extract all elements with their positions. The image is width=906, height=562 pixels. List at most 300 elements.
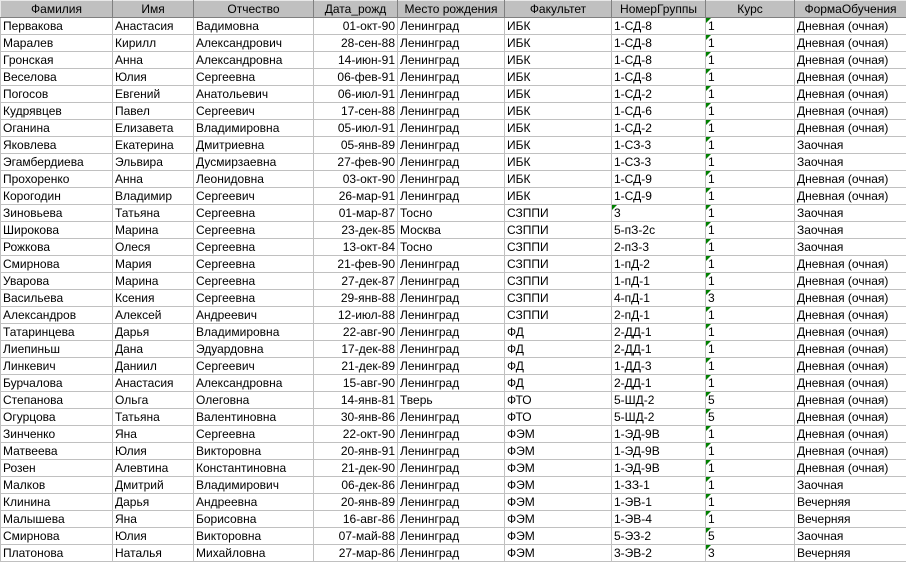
cell-imya[interactable]: Екатерина: [113, 137, 194, 154]
cell-kurs[interactable]: 1: [706, 511, 795, 528]
cell-otchestvo[interactable]: Константиновна: [194, 460, 314, 477]
cell-imya[interactable]: Ольга: [113, 392, 194, 409]
cell-fakultet[interactable]: ФД: [505, 375, 612, 392]
cell-otchestvo[interactable]: Андреевна: [194, 494, 314, 511]
cell-fakultet[interactable]: ФЭМ: [505, 426, 612, 443]
cell-fakultet[interactable]: СЗППИ: [505, 222, 612, 239]
cell-forma-obucheniya[interactable]: Заочная: [795, 154, 906, 171]
cell-familiya[interactable]: Смирнова: [1, 256, 113, 273]
cell-familiya[interactable]: Эгамбердиева: [1, 154, 113, 171]
cell-nomer-gruppy[interactable]: 2-ДД-1: [612, 341, 706, 358]
cell-mesto-rozhdeniya[interactable]: Ленинград: [398, 375, 505, 392]
cell-imya[interactable]: Анна: [113, 171, 194, 188]
cell-forma-obucheniya[interactable]: Дневная (очная): [795, 324, 906, 341]
cell-imya[interactable]: Юлия: [113, 528, 194, 545]
cell-mesto-rozhdeniya[interactable]: Ленинград: [398, 171, 505, 188]
cell-otchestvo[interactable]: Александрович: [194, 35, 314, 52]
cell-mesto-rozhdeniya[interactable]: Ленинград: [398, 52, 505, 69]
cell-imya[interactable]: Даниил: [113, 358, 194, 375]
cell-data-rozhd[interactable]: 21-дек-89: [314, 358, 398, 375]
cell-data-rozhd[interactable]: 26-мар-91: [314, 188, 398, 205]
cell-familiya[interactable]: Степанова: [1, 392, 113, 409]
cell-nomer-gruppy[interactable]: 5-ЭЗ-2: [612, 528, 706, 545]
cell-mesto-rozhdeniya[interactable]: Ленинград: [398, 137, 505, 154]
cell-forma-obucheniya[interactable]: Дневная (очная): [795, 409, 906, 426]
cell-imya[interactable]: Кирилл: [113, 35, 194, 52]
cell-fakultet[interactable]: ФЭМ: [505, 477, 612, 494]
cell-mesto-rozhdeniya[interactable]: Ленинград: [398, 460, 505, 477]
cell-otchestvo[interactable]: Сергеевна: [194, 290, 314, 307]
cell-fakultet[interactable]: ФД: [505, 358, 612, 375]
cell-nomer-gruppy[interactable]: 1-СД-2: [612, 86, 706, 103]
header-kurs[interactable]: Курс: [706, 1, 795, 18]
cell-imya[interactable]: Дана: [113, 341, 194, 358]
cell-imya[interactable]: Марина: [113, 273, 194, 290]
header-fakultet[interactable]: Факультет: [505, 1, 612, 18]
cell-nomer-gruppy[interactable]: 1-СД-9: [612, 188, 706, 205]
cell-otchestvo[interactable]: Эдуардовна: [194, 341, 314, 358]
cell-familiya[interactable]: Васильева: [1, 290, 113, 307]
cell-mesto-rozhdeniya[interactable]: Ленинград: [398, 511, 505, 528]
cell-data-rozhd[interactable]: 03-окт-90: [314, 171, 398, 188]
cell-data-rozhd[interactable]: 27-мар-86: [314, 545, 398, 562]
cell-mesto-rozhdeniya[interactable]: Ленинград: [398, 86, 505, 103]
cell-otchestvo[interactable]: Сергеевна: [194, 222, 314, 239]
cell-familiya[interactable]: Корогодин: [1, 188, 113, 205]
cell-otchestvo[interactable]: Сергеевна: [194, 256, 314, 273]
cell-data-rozhd[interactable]: 01-мар-87: [314, 205, 398, 222]
cell-fakultet[interactable]: ФЭМ: [505, 494, 612, 511]
cell-fakultet[interactable]: ИБК: [505, 120, 612, 137]
cell-familiya[interactable]: Широкова: [1, 222, 113, 239]
cell-nomer-gruppy[interactable]: 1-ЭВ-4: [612, 511, 706, 528]
cell-nomer-gruppy[interactable]: 5-пЗ-2с: [612, 222, 706, 239]
cell-forma-obucheniya[interactable]: Вечерняя: [795, 545, 906, 562]
cell-fakultet[interactable]: ИБК: [505, 35, 612, 52]
cell-familiya[interactable]: Огурцова: [1, 409, 113, 426]
cell-nomer-gruppy[interactable]: 1-СД-8: [612, 69, 706, 86]
cell-nomer-gruppy[interactable]: 1-СД-8: [612, 52, 706, 69]
cell-data-rozhd[interactable]: 29-янв-88: [314, 290, 398, 307]
cell-data-rozhd[interactable]: 15-авг-90: [314, 375, 398, 392]
cell-data-rozhd[interactable]: 28-сен-88: [314, 35, 398, 52]
cell-kurs[interactable]: 1: [706, 375, 795, 392]
cell-imya[interactable]: Ксения: [113, 290, 194, 307]
cell-mesto-rozhdeniya[interactable]: Ленинград: [398, 18, 505, 35]
cell-imya[interactable]: Владимир: [113, 188, 194, 205]
cell-fakultet[interactable]: СЗППИ: [505, 273, 612, 290]
cell-imya[interactable]: Марина: [113, 222, 194, 239]
cell-familiya[interactable]: Розен: [1, 460, 113, 477]
cell-data-rozhd[interactable]: 01-окт-90: [314, 18, 398, 35]
cell-imya[interactable]: Анастасия: [113, 18, 194, 35]
cell-kurs[interactable]: 5: [706, 528, 795, 545]
cell-imya[interactable]: Алексей: [113, 307, 194, 324]
cell-mesto-rozhdeniya[interactable]: Ленинград: [398, 494, 505, 511]
cell-forma-obucheniya[interactable]: Дневная (очная): [795, 86, 906, 103]
cell-nomer-gruppy[interactable]: 5-ШД-2: [612, 409, 706, 426]
cell-otchestvo[interactable]: Александровна: [194, 52, 314, 69]
cell-kurs[interactable]: 1: [706, 52, 795, 69]
cell-familiya[interactable]: Уварова: [1, 273, 113, 290]
cell-familiya[interactable]: Оганина: [1, 120, 113, 137]
cell-nomer-gruppy[interactable]: 2-ДД-1: [612, 375, 706, 392]
cell-forma-obucheniya[interactable]: Дневная (очная): [795, 35, 906, 52]
cell-kurs[interactable]: 3: [706, 290, 795, 307]
cell-otchestvo[interactable]: Дмитриевна: [194, 137, 314, 154]
cell-fakultet[interactable]: ФТО: [505, 409, 612, 426]
cell-kurs[interactable]: 1: [706, 188, 795, 205]
cell-data-rozhd[interactable]: 06-дек-86: [314, 477, 398, 494]
cell-mesto-rozhdeniya[interactable]: Ленинград: [398, 358, 505, 375]
cell-familiya[interactable]: Гронская: [1, 52, 113, 69]
cell-mesto-rozhdeniya[interactable]: Ленинград: [398, 409, 505, 426]
cell-imya[interactable]: Евгений: [113, 86, 194, 103]
cell-data-rozhd[interactable]: 27-дек-87: [314, 273, 398, 290]
cell-mesto-rozhdeniya[interactable]: Ленинград: [398, 103, 505, 120]
cell-kurs[interactable]: 1: [706, 307, 795, 324]
cell-data-rozhd[interactable]: 22-окт-90: [314, 426, 398, 443]
cell-data-rozhd[interactable]: 21-дек-90: [314, 460, 398, 477]
cell-forma-obucheniya[interactable]: Дневная (очная): [795, 171, 906, 188]
cell-otchestvo[interactable]: Владимирович: [194, 477, 314, 494]
cell-fakultet[interactable]: ФТО: [505, 392, 612, 409]
cell-mesto-rozhdeniya[interactable]: Ленинград: [398, 154, 505, 171]
cell-imya[interactable]: Анастасия: [113, 375, 194, 392]
cell-familiya[interactable]: Александров: [1, 307, 113, 324]
cell-familiya[interactable]: Платонова: [1, 545, 113, 562]
cell-kurs[interactable]: 1: [706, 120, 795, 137]
cell-imya[interactable]: Дмитрий: [113, 477, 194, 494]
cell-fakultet[interactable]: ИБК: [505, 103, 612, 120]
cell-kurs[interactable]: 1: [706, 222, 795, 239]
cell-imya[interactable]: Дарья: [113, 494, 194, 511]
cell-mesto-rozhdeniya[interactable]: Тосно: [398, 239, 505, 256]
cell-mesto-rozhdeniya[interactable]: Ленинград: [398, 188, 505, 205]
cell-kurs[interactable]: 1: [706, 86, 795, 103]
cell-imya[interactable]: Яна: [113, 426, 194, 443]
header-forma-obucheniya[interactable]: ФормаОбучения: [795, 1, 906, 18]
cell-data-rozhd[interactable]: 27-фев-90: [314, 154, 398, 171]
cell-nomer-gruppy[interactable]: 1-СЗ-3: [612, 137, 706, 154]
cell-otchestvo[interactable]: Вадимовна: [194, 18, 314, 35]
cell-mesto-rozhdeniya[interactable]: Ленинград: [398, 324, 505, 341]
cell-mesto-rozhdeniya[interactable]: Тосно: [398, 205, 505, 222]
cell-data-rozhd[interactable]: 14-июн-91: [314, 52, 398, 69]
cell-imya[interactable]: Татьяна: [113, 409, 194, 426]
cell-imya[interactable]: Олеся: [113, 239, 194, 256]
cell-nomer-gruppy[interactable]: 1-ЭД-9В: [612, 443, 706, 460]
cell-data-rozhd[interactable]: 22-авг-90: [314, 324, 398, 341]
cell-forma-obucheniya[interactable]: Дневная (очная): [795, 103, 906, 120]
cell-nomer-gruppy[interactable]: 2-пД-1: [612, 307, 706, 324]
cell-fakultet[interactable]: ИБК: [505, 52, 612, 69]
cell-fakultet[interactable]: ФЭМ: [505, 460, 612, 477]
cell-forma-obucheniya[interactable]: Заочная: [795, 205, 906, 222]
header-imya[interactable]: Имя: [113, 1, 194, 18]
cell-forma-obucheniya[interactable]: Дневная (очная): [795, 426, 906, 443]
cell-forma-obucheniya[interactable]: Заочная: [795, 222, 906, 239]
cell-fakultet[interactable]: ФЭМ: [505, 511, 612, 528]
cell-imya[interactable]: Яна: [113, 511, 194, 528]
cell-data-rozhd[interactable]: 21-фев-90: [314, 256, 398, 273]
cell-imya[interactable]: Эльвира: [113, 154, 194, 171]
cell-nomer-gruppy[interactable]: 1-СД-8: [612, 18, 706, 35]
cell-kurs[interactable]: 1: [706, 477, 795, 494]
cell-nomer-gruppy[interactable]: 1-ЗЗ-1: [612, 477, 706, 494]
cell-forma-obucheniya[interactable]: Дневная (очная): [795, 256, 906, 273]
cell-mesto-rozhdeniya[interactable]: Ленинград: [398, 256, 505, 273]
cell-familiya[interactable]: Бурчалова: [1, 375, 113, 392]
cell-familiya[interactable]: Малков: [1, 477, 113, 494]
cell-imya[interactable]: Мария: [113, 256, 194, 273]
cell-nomer-gruppy[interactable]: 3: [612, 205, 706, 222]
cell-fakultet[interactable]: ИБК: [505, 18, 612, 35]
cell-kurs[interactable]: 1: [706, 18, 795, 35]
cell-fakultet[interactable]: ФД: [505, 324, 612, 341]
cell-imya[interactable]: Татьяна: [113, 205, 194, 222]
cell-fakultet[interactable]: ФД: [505, 341, 612, 358]
cell-forma-obucheniya[interactable]: Дневная (очная): [795, 375, 906, 392]
cell-forma-obucheniya[interactable]: Дневная (очная): [795, 273, 906, 290]
cell-kurs[interactable]: 5: [706, 392, 795, 409]
cell-nomer-gruppy[interactable]: 1-СД-2: [612, 120, 706, 137]
cell-otchestvo[interactable]: Владимировна: [194, 324, 314, 341]
cell-fakultet[interactable]: ИБК: [505, 171, 612, 188]
cell-mesto-rozhdeniya[interactable]: Ленинград: [398, 477, 505, 494]
cell-otchestvo[interactable]: Олеговна: [194, 392, 314, 409]
cell-fakultet[interactable]: ИБК: [505, 137, 612, 154]
cell-data-rozhd[interactable]: 05-июл-91: [314, 120, 398, 137]
cell-otchestvo[interactable]: Сергеевна: [194, 426, 314, 443]
cell-data-rozhd[interactable]: 05-янв-89: [314, 137, 398, 154]
cell-mesto-rozhdeniya[interactable]: Ленинград: [398, 69, 505, 86]
cell-forma-obucheniya[interactable]: Дневная (очная): [795, 341, 906, 358]
cell-otchestvo[interactable]: Сергеевич: [194, 188, 314, 205]
cell-kurs[interactable]: 1: [706, 341, 795, 358]
header-mesto-rozhdeniya[interactable]: Место рождения: [398, 1, 505, 18]
cell-otchestvo[interactable]: Борисовна: [194, 511, 314, 528]
cell-data-rozhd[interactable]: 17-сен-88: [314, 103, 398, 120]
cell-familiya[interactable]: Зиновьева: [1, 205, 113, 222]
cell-kurs[interactable]: 1: [706, 35, 795, 52]
cell-imya[interactable]: Павел: [113, 103, 194, 120]
cell-otchestvo[interactable]: Сергеевич: [194, 358, 314, 375]
header-data-rozhd[interactable]: Дата_рожд: [314, 1, 398, 18]
cell-familiya[interactable]: Погосов: [1, 86, 113, 103]
cell-otchestvo[interactable]: Сергеевна: [194, 69, 314, 86]
cell-imya[interactable]: Наталья: [113, 545, 194, 562]
cell-kurs[interactable]: 1: [706, 460, 795, 477]
cell-forma-obucheniya[interactable]: Дневная (очная): [795, 443, 906, 460]
cell-kurs[interactable]: 1: [706, 137, 795, 154]
cell-familiya[interactable]: Яковлева: [1, 137, 113, 154]
cell-otchestvo[interactable]: Викторовна: [194, 443, 314, 460]
cell-mesto-rozhdeniya[interactable]: Ленинград: [398, 443, 505, 460]
table-row: [1, 18, 906, 35]
cell-otchestvo[interactable]: Александровна: [194, 375, 314, 392]
cell-nomer-gruppy[interactable]: 2-пЗ-3: [612, 239, 706, 256]
cell-nomer-gruppy[interactable]: 1-ДД-3: [612, 358, 706, 375]
cell-data-rozhd[interactable]: 13-окт-84: [314, 239, 398, 256]
cell-mesto-rozhdeniya[interactable]: Ленинград: [398, 290, 505, 307]
cell-data-rozhd[interactable]: 12-июл-88: [314, 307, 398, 324]
cell-nomer-gruppy[interactable]: 1-пД-2: [612, 256, 706, 273]
cell-data-rozhd[interactable]: 07-май-88: [314, 528, 398, 545]
cell-familiya[interactable]: Маралев: [1, 35, 113, 52]
cell-familiya[interactable]: Матвеева: [1, 443, 113, 460]
cell-kurs[interactable]: 1: [706, 239, 795, 256]
header-nomer-gruppy[interactable]: НомерГруппы: [612, 1, 706, 18]
cell-otchestvo[interactable]: Сергеевич: [194, 103, 314, 120]
cell-otchestvo[interactable]: Викторовна: [194, 528, 314, 545]
cell-forma-obucheniya[interactable]: Заочная: [795, 528, 906, 545]
cell-nomer-gruppy[interactable]: 1-пД-1: [612, 273, 706, 290]
cell-fakultet[interactable]: ИБК: [505, 154, 612, 171]
cell-nomer-gruppy[interactable]: 1-ЭД-9В: [612, 460, 706, 477]
cell-familiya[interactable]: Прохоренко: [1, 171, 113, 188]
cell-familiya[interactable]: Татаринцева: [1, 324, 113, 341]
cell-mesto-rozhdeniya[interactable]: Ленинград: [398, 273, 505, 290]
cell-imya[interactable]: Анна: [113, 52, 194, 69]
cell-kurs[interactable]: 1: [706, 358, 795, 375]
cell-nomer-gruppy[interactable]: 1-СД-8: [612, 35, 706, 52]
cell-forma-obucheniya[interactable]: Дневная (очная): [795, 120, 906, 137]
cell-familiya[interactable]: Рожкова: [1, 239, 113, 256]
cell-kurs[interactable]: 1: [706, 69, 795, 86]
cell-forma-obucheniya[interactable]: Дневная (очная): [795, 307, 906, 324]
cell-fakultet[interactable]: ИБК: [505, 188, 612, 205]
cell-forma-obucheniya[interactable]: Дневная (очная): [795, 358, 906, 375]
header-familiya[interactable]: Фамилия: [1, 1, 113, 18]
cell-data-rozhd[interactable]: 23-дек-85: [314, 222, 398, 239]
header-otchestvo[interactable]: Отчество: [194, 1, 314, 18]
cell-nomer-gruppy[interactable]: 1-ЭД-9В: [612, 426, 706, 443]
cell-familiya[interactable]: Веселова: [1, 69, 113, 86]
cell-forma-obucheniya[interactable]: Дневная (очная): [795, 52, 906, 69]
cell-kurs[interactable]: 5: [706, 409, 795, 426]
cell-forma-obucheniya[interactable]: Дневная (очная): [795, 188, 906, 205]
table-row: [1, 341, 906, 358]
cell-fakultet[interactable]: СЗППИ: [505, 256, 612, 273]
cell-kurs[interactable]: 1: [706, 273, 795, 290]
cell-nomer-gruppy[interactable]: 2-ДД-1: [612, 324, 706, 341]
cell-familiya[interactable]: Зинченко: [1, 426, 113, 443]
cell-data-rozhd[interactable]: 06-июл-91: [314, 86, 398, 103]
cell-fakultet[interactable]: СЗППИ: [505, 205, 612, 222]
cell-mesto-rozhdeniya[interactable]: Ленинград: [398, 545, 505, 562]
cell-familiya[interactable]: Малышева: [1, 511, 113, 528]
cell-imya[interactable]: Алевтина: [113, 460, 194, 477]
cell-kurs[interactable]: 1: [706, 171, 795, 188]
cell-kurs[interactable]: 1: [706, 494, 795, 511]
cell-nomer-gruppy[interactable]: 1-СЗ-3: [612, 154, 706, 171]
cell-imya[interactable]: Юлия: [113, 69, 194, 86]
cell-familiya[interactable]: Линкевич: [1, 358, 113, 375]
cell-imya[interactable]: Елизавета: [113, 120, 194, 137]
cell-kurs[interactable]: 1: [706, 426, 795, 443]
cell-otchestvo[interactable]: Михайловна: [194, 545, 314, 562]
cell-familiya[interactable]: Лиепиньш: [1, 341, 113, 358]
cell-familiya[interactable]: Первакова: [1, 18, 113, 35]
cell-mesto-rozhdeniya[interactable]: Ленинград: [398, 307, 505, 324]
cell-fakultet[interactable]: СЗППИ: [505, 239, 612, 256]
cell-kurs[interactable]: 1: [706, 103, 795, 120]
cell-familiya[interactable]: Смирнова: [1, 528, 113, 545]
cell-otchestvo[interactable]: Леонидовна: [194, 171, 314, 188]
cell-forma-obucheniya[interactable]: Заочная: [795, 137, 906, 154]
cell-mesto-rozhdeniya[interactable]: Ленинград: [398, 120, 505, 137]
cell-data-rozhd[interactable]: 14-янв-81: [314, 392, 398, 409]
cell-forma-obucheniya[interactable]: Заочная: [795, 239, 906, 256]
cell-forma-obucheniya[interactable]: Заочная: [795, 477, 906, 494]
cell-forma-obucheniya[interactable]: Вечерняя: [795, 511, 906, 528]
cell-otchestvo[interactable]: Анатольевич: [194, 86, 314, 103]
cell-fakultet[interactable]: ФЭМ: [505, 443, 612, 460]
cell-fakultet[interactable]: ФЭМ: [505, 528, 612, 545]
cell-fakultet[interactable]: СЗППИ: [505, 307, 612, 324]
cell-imya[interactable]: Юлия: [113, 443, 194, 460]
cell-fakultet[interactable]: ФЭМ: [505, 545, 612, 562]
cell-kurs[interactable]: 3: [706, 545, 795, 562]
cell-fakultet[interactable]: ИБК: [505, 69, 612, 86]
cell-otchestvo[interactable]: Сергеевна: [194, 205, 314, 222]
cell-data-rozhd[interactable]: 20-янв-91: [314, 443, 398, 460]
cell-fakultet[interactable]: СЗППИ: [505, 290, 612, 307]
cell-mesto-rozhdeniya[interactable]: Тверь: [398, 392, 505, 409]
cell-data-rozhd[interactable]: 16-авг-86: [314, 511, 398, 528]
cell-data-rozhd[interactable]: 30-янв-86: [314, 409, 398, 426]
cell-mesto-rozhdeniya[interactable]: Москва: [398, 222, 505, 239]
cell-mesto-rozhdeniya[interactable]: Ленинград: [398, 341, 505, 358]
cell-forma-obucheniya[interactable]: Дневная (очная): [795, 290, 906, 307]
cell-otchestvo[interactable]: Владимировна: [194, 120, 314, 137]
cell-kurs[interactable]: 1: [706, 154, 795, 171]
cell-forma-obucheniya[interactable]: Дневная (очная): [795, 18, 906, 35]
cell-otchestvo[interactable]: Сергеевна: [194, 273, 314, 290]
cell-nomer-gruppy[interactable]: 1-ЭВ-1: [612, 494, 706, 511]
cell-forma-obucheniya[interactable]: Дневная (очная): [795, 69, 906, 86]
cell-otchestvo[interactable]: Валентиновна: [194, 409, 314, 426]
cell-fakultet[interactable]: ИБК: [505, 86, 612, 103]
cell-familiya[interactable]: Кудрявцев: [1, 103, 113, 120]
cell-otchestvo[interactable]: Андреевич: [194, 307, 314, 324]
cell-data-rozhd[interactable]: 06-фев-91: [314, 69, 398, 86]
cell-kurs[interactable]: 1: [706, 256, 795, 273]
cell-forma-obucheniya[interactable]: Вечерняя: [795, 494, 906, 511]
cell-familiya[interactable]: Клинина: [1, 494, 113, 511]
cell-mesto-rozhdeniya[interactable]: Ленинград: [398, 528, 505, 545]
cell-otchestvo[interactable]: Дусмирзаевна: [194, 154, 314, 171]
cell-kurs[interactable]: 1: [706, 443, 795, 460]
cell-data-rozhd[interactable]: 17-дек-88: [314, 341, 398, 358]
cell-imya[interactable]: Дарья: [113, 324, 194, 341]
cell-kurs[interactable]: 1: [706, 324, 795, 341]
cell-nomer-gruppy[interactable]: 1-СД-9: [612, 171, 706, 188]
cell-forma-obucheniya[interactable]: Дневная (очная): [795, 460, 906, 477]
table-row: [1, 528, 906, 545]
cell-mesto-rozhdeniya[interactable]: Ленинград: [398, 426, 505, 443]
cell-mesto-rozhdeniya[interactable]: Ленинград: [398, 35, 505, 52]
cell-nomer-gruppy[interactable]: 1-СД-6: [612, 103, 706, 120]
cell-nomer-gruppy[interactable]: 4-пД-1: [612, 290, 706, 307]
cell-nomer-gruppy[interactable]: 3-ЭВ-2: [612, 545, 706, 562]
cell-data-rozhd[interactable]: 20-янв-89: [314, 494, 398, 511]
cell-forma-obucheniya[interactable]: Дневная (очная): [795, 392, 906, 409]
cell-otchestvo[interactable]: Сергеевна: [194, 239, 314, 256]
cell-nomer-gruppy[interactable]: 5-ШД-2: [612, 392, 706, 409]
cell-kurs[interactable]: 1: [706, 205, 795, 222]
